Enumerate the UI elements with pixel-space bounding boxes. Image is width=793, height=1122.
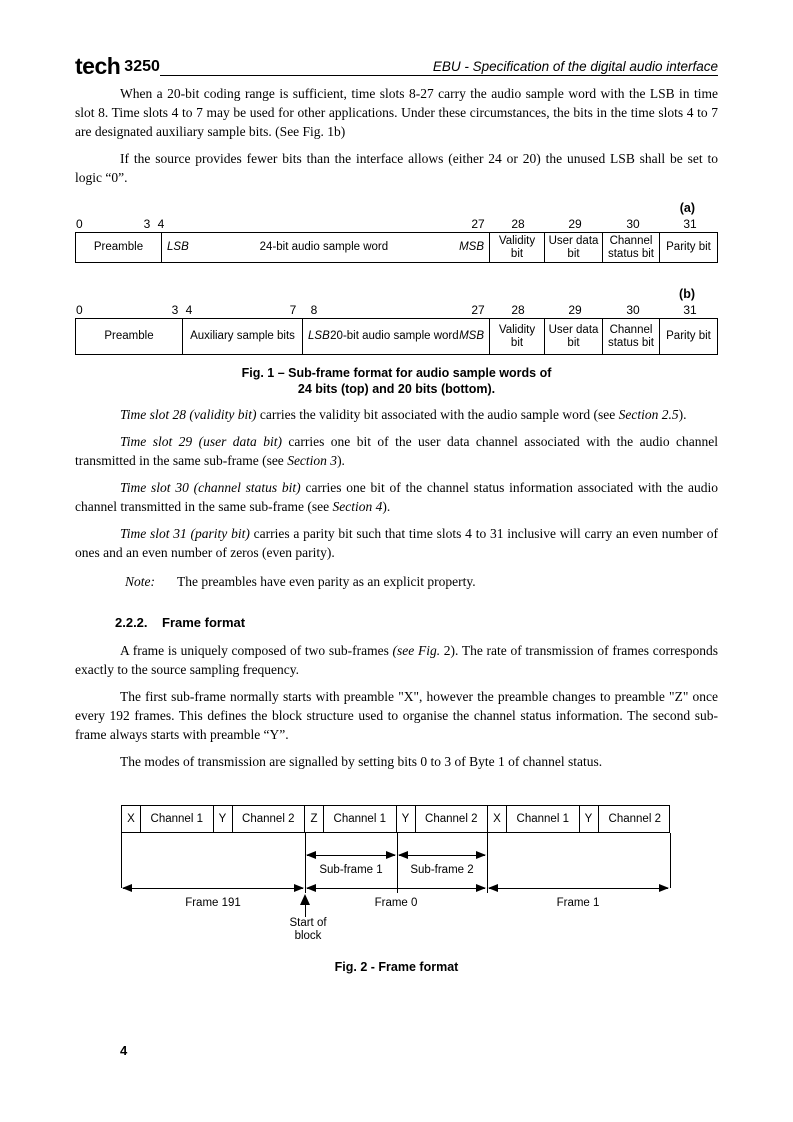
fig1a-tick-row — [75, 217, 718, 232]
tick-label: 28 — [511, 303, 525, 317]
brand-number: 3250 — [124, 58, 160, 75]
subframe1-label: Sub-frame 1 — [319, 864, 383, 876]
audio-word-cell — [162, 233, 490, 262]
channel1-cell: Channel 1 — [324, 806, 397, 832]
tick-label: 7 — [289, 303, 297, 317]
timeslot-29-text: carries one bit of the user data channel associated with the audio channel transmitted in the same sub-frame (see — [75, 434, 718, 468]
section-number: 2.2.2. — [115, 615, 148, 630]
start-of-block-label-line2: block — [294, 930, 322, 942]
frame-boundary-tick — [670, 833, 671, 888]
preamble-cell: Preamble — [76, 319, 183, 354]
fig1a-label: (a) — [679, 201, 695, 215]
fig1b-subframe-table — [75, 318, 718, 355]
timeslot-29-paragraph — [75, 432, 718, 470]
channel-status-bit-cell: Channel status bit — [603, 233, 660, 262]
arrow-line — [307, 855, 395, 856]
tick-label: 8 — [310, 303, 318, 317]
tick-label: 0 — [76, 217, 83, 231]
timeslot-31-term: Time slot 31 (parity bit) — [120, 526, 250, 541]
channel2-cell: Channel 2 — [608, 812, 661, 825]
validity-bit-cell: Validity bit — [490, 233, 545, 262]
arrow-line — [307, 888, 485, 889]
frame-boundary-tick — [121, 833, 122, 888]
tick-label: 29 — [568, 303, 582, 317]
frame-p1-tail: 2). The rate of transmission of frames corresponds exactly to the source sampling frequency. — [75, 643, 718, 677]
parity-bit-cell: Parity bit — [666, 330, 711, 342]
frame-paragraph-1 — [75, 641, 718, 679]
frame0-label: Frame 0 — [374, 897, 418, 909]
fig2-ref: (see Fig. — [392, 643, 441, 658]
fig2-cell-row — [121, 805, 670, 833]
channel1-cell: Channel 1 — [141, 806, 214, 832]
tick-label: 28 — [511, 217, 525, 231]
aux-sample-bits-cell: Auxiliary sample bits — [183, 319, 303, 354]
channel2-cell: Channel 2 — [416, 806, 489, 832]
document-title: EBU - Specification of the digital audio interface — [432, 59, 718, 74]
fig2-frame-diagram — [75, 797, 718, 947]
msb-label: MSB — [459, 241, 484, 253]
audio-word-label: 24-bit audio sample word — [259, 241, 389, 253]
timeslot-30-paragraph — [75, 478, 718, 516]
preamble-y-cell: Y — [397, 806, 416, 832]
timeslot-31-paragraph — [75, 524, 718, 562]
note-label: Note: — [125, 574, 155, 589]
subframe1-arrow — [306, 851, 396, 860]
timeslot-31-text: carries a parity bit such that time slots 4 to 31 inclusive will carry an even number of ones and an even number of zeros (even parity). — [75, 526, 719, 560]
tick-label: 27 — [471, 303, 485, 317]
tick-label: 3 — [143, 217, 151, 231]
channel1-cell: Channel 1 — [507, 806, 580, 832]
user-data-bit-cell: User data bit — [545, 233, 603, 262]
arrow-line — [399, 855, 485, 856]
arrow-line — [489, 888, 668, 889]
tick-label: 4 — [157, 217, 165, 231]
note-text: The preambles have even parity as an explicit property. — [177, 574, 476, 589]
tick-label: 30 — [626, 303, 640, 317]
frame-paragraph-2: The first sub-frame normally starts with preamble "X", however the preamble changes to preamble "Z" once every 192 frames. This defines the block structure used to organise the channel status information. The second sub-frame always starts with preamble “Y”. — [75, 689, 718, 742]
tick-label: 31 — [683, 303, 697, 317]
note-paragraph — [125, 572, 718, 591]
preamble-x-cell: X — [488, 806, 507, 832]
frame191-label: Frame 191 — [185, 897, 241, 909]
frame0-arrow — [306, 884, 486, 893]
subframe2-arrow — [398, 851, 486, 860]
parity-bit-cell: Parity bit — [666, 241, 711, 253]
audio-word-label: 20-bit audio sample word — [330, 330, 459, 342]
tick-label: 3 — [171, 303, 179, 317]
section-heading — [115, 613, 718, 632]
tick-label: 27 — [471, 217, 485, 231]
header-rule — [160, 58, 433, 76]
timeslot-30-tail: ). — [382, 499, 391, 514]
page-header — [75, 53, 718, 79]
timeslot-28-term: Time slot 28 (validity bit) — [120, 407, 257, 422]
timeslot-29-tail: ). — [337, 453, 345, 468]
frame-paragraph-3: The modes of transmission are signalled by setting bits 0 to 3 of Byte 1 of channel status. — [120, 754, 603, 769]
fig1b-tick-row — [75, 303, 718, 318]
tick-label: 30 — [626, 217, 640, 231]
preamble-z-cell: Z — [305, 806, 324, 832]
user-data-bit-cell: User data bit — [545, 319, 603, 354]
lsb-label: LSB — [167, 241, 189, 253]
fig1a-subframe-table — [75, 232, 718, 263]
page-content — [75, 53, 719, 981]
fig2-caption: Fig. 2 - Frame format — [334, 960, 459, 974]
fig1-caption-line2: 24 bits (top) and 20 bits (bottom). — [297, 382, 496, 396]
timeslot-30-text: carries one bit of the channel status information associated with the audio channel transmitted in the same sub-frame (see — [75, 480, 718, 514]
msb-label: MSB — [459, 330, 484, 342]
section-2-5-ref: Section 2.5 — [618, 407, 679, 422]
tick-label: 29 — [568, 217, 582, 231]
lsb-label: LSB — [308, 330, 330, 342]
section-title: Frame format — [162, 615, 246, 630]
brand-logo: tech — [75, 53, 121, 79]
timeslot-28-tail: ). — [678, 407, 687, 422]
section-4-ref: Section 4 — [332, 499, 383, 514]
tick-label: 4 — [185, 303, 193, 317]
page-number: 4 — [120, 1043, 128, 1058]
subframe2-label: Sub-frame 2 — [410, 864, 474, 876]
arrow-line — [123, 888, 303, 889]
validity-bit-cell: Validity bit — [490, 319, 545, 354]
frame1-arrow — [488, 884, 669, 893]
timeslot-30-term: Time slot 30 (channel status bit) — [120, 480, 301, 495]
fig1b-label: (b) — [679, 287, 695, 301]
frame1-label: Frame 1 — [556, 897, 600, 909]
intro-paragraph-2: If the source provides fewer bits than the interface allows (either 24 or 20) the unused LSB shall be set to logic “0”. — [75, 151, 718, 185]
preamble-y-cell: Y — [580, 806, 599, 832]
fig1-caption — [75, 365, 718, 397]
channel-status-bit-cell: Channel status bit — [603, 319, 660, 354]
frame191-arrow — [122, 884, 304, 893]
timeslot-28-text: carries the validity bit associated with the audio sample word (see — [256, 407, 619, 422]
audio-word-cell — [303, 319, 490, 354]
tick-label: 31 — [683, 217, 697, 231]
channel2-cell: Channel 2 — [233, 806, 306, 832]
preamble-y-cell: Y — [214, 806, 233, 832]
start-of-block-label-line1: Start of — [289, 917, 327, 929]
section-3-ref: Section 3 — [287, 453, 338, 468]
preamble-cell: Preamble — [76, 233, 162, 262]
timeslot-28-paragraph — [75, 405, 718, 424]
start-of-block-stem — [305, 901, 306, 917]
tick-label: 0 — [76, 303, 83, 317]
preamble-x-cell: X — [122, 806, 141, 832]
timeslot-29-term: Time slot 29 (user data bit) — [120, 434, 282, 449]
fig1-caption-line1: Fig. 1 – Sub-frame format for audio sample words of — [241, 366, 552, 380]
frame-p1-text: A frame is uniquely composed of two sub-frames — [120, 643, 393, 658]
intro-paragraph-1: When a 20-bit coding range is sufficient, time slots 8-27 carry the audio sample word with the LSB in time slot 8. Time slots 4 to 7 may be used for other applications. Under these circumstances, the bits in the time slots 4 to 7 are designated auxiliary sample bits. (See Fig. 1b) — [75, 86, 718, 139]
